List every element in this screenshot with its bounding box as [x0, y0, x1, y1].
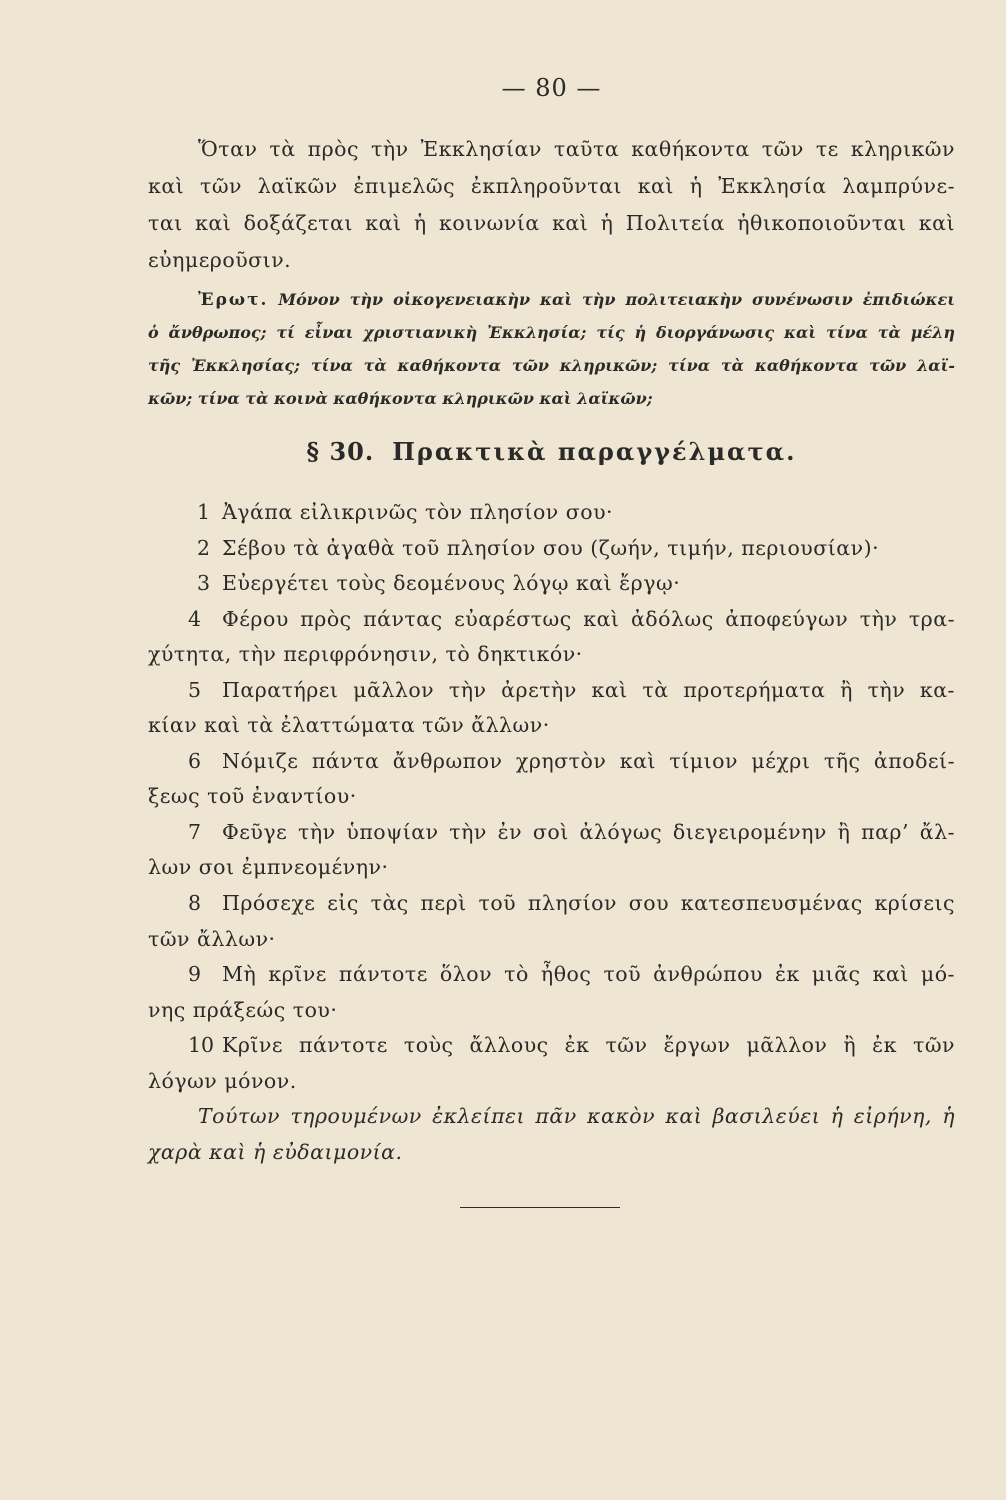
precept-number: 3 [196, 571, 210, 596]
intro-line: εὐημεροῦσιν. [148, 248, 292, 272]
precept-text: Μὴ κρῖνε πάντοτε ὅλον τὸ ἦθος τοῦ ἀνθρώπου ἐκ μιᾶς καὶ μό- [222, 962, 955, 987]
precept-number: 8 [188, 891, 202, 916]
precept-text: Κρῖνε πάντοτε τοὺς ἄλλους ἐκ τῶν ἔργων μᾶλλον ἢ ἐκ τῶν [222, 1033, 955, 1058]
precept-continuation: ξεως τοῦ ἐναντίου· [148, 784, 357, 809]
precept-continuation: νης πράξεώς του· [148, 997, 338, 1022]
precept-item [148, 886, 955, 957]
questions-line: τῆς Ἐκκλησίας; τίνα τὰ καθήκοντα τῶν κληρικῶν; τίνα τὰ καθήκοντα τῶν λαϊ- [148, 356, 955, 375]
questions-line [148, 283, 955, 316]
intro-paragraph [148, 131, 955, 279]
precept-line [148, 495, 955, 531]
closing-line: Τούτων τηρουμένων ἐκλείπει πᾶν κακὸν καὶ βασιλεύει ἡ εἰρήνη, ἡ [198, 1104, 955, 1129]
precept-item [148, 566, 955, 602]
precept-item [148, 815, 955, 886]
precept-line [148, 957, 955, 993]
precept-line [148, 566, 955, 602]
precept-number: 7 [188, 819, 202, 844]
review-questions [148, 283, 955, 415]
precept-number: 9 [188, 962, 202, 987]
precept-item [148, 1028, 955, 1099]
precept-number: 4 [188, 606, 202, 631]
precept-line [148, 531, 955, 567]
section-number: § 30. [306, 437, 375, 466]
precept-number: 1 [196, 500, 210, 524]
precept-line [148, 886, 955, 922]
questions-text: Μόνον τὴν οἰκογενειακὴν καὶ τὴν πολιτειακὴν συνένωσιν ἐπιδιώκει [278, 290, 955, 309]
precept-text: Παρατήρει μᾶλλον τὴν ἀρετὴν καὶ τὰ προτερήματα ἢ τὴν κα- [222, 677, 955, 702]
questions-label: Ἐρωτ. [198, 290, 269, 310]
precept-item [148, 957, 955, 1028]
precept-text: Ἀγάπα εἰλικρινῶς τὸν πλησίον σου· [222, 500, 614, 524]
precept-continuation: τῶν ἄλλων· [148, 926, 276, 951]
precept-continuation: κίαν καὶ τὰ ἐλαττώματα τῶν ἄλλων· [148, 713, 550, 738]
section-title: Πρακτικὰ παραγγέλματα. [392, 437, 797, 466]
precept-continuation: λόγων μόνον. [148, 1068, 297, 1093]
intro-line: Ὅταν τὰ πρὸς τὴν Ἐκκλησίαν ταῦτα καθήκοντα τῶν τε κληρικῶν [198, 137, 955, 161]
precept-item [148, 531, 955, 567]
precept-text: Πρόσεχε εἰς τὰς περὶ τοῦ πλησίον σου κατεσπευσμένας κρίσεις [222, 891, 955, 916]
page-number: — 80 — [501, 74, 602, 102]
precept-item [148, 495, 955, 531]
precept-continuation: χύτητα, τὴν περιφρόνησιν, τὸ δηκτικόν· [148, 642, 583, 667]
closing-paragraph [148, 1099, 955, 1170]
precept-line [148, 815, 955, 851]
closing-line: χαρὰ καὶ ἡ εὐδαιμονία. [148, 1139, 403, 1164]
section-heading [148, 432, 955, 472]
precept-number: 2 [196, 535, 210, 560]
precept-text: Εὐεργέτει τοὺς δεομένους λόγῳ καὶ ἔργῳ· [222, 571, 681, 596]
questions-line: κῶν; τίνα τὰ κοινὰ καθήκοντα κληρικῶν καὶ λαϊκῶν; [148, 389, 653, 408]
precept-text: Σέβου τὰ ἀγαθὰ τοῦ πλησίον σου (ζωήν, τιμήν, περιουσίαν)· [222, 535, 880, 560]
intro-line: καὶ τῶν λαϊκῶν ἐπιμελῶς ἐκπληροῦνται καὶ ἡ Ἐκκλησία λαμπρύνε- [148, 174, 955, 198]
precept-text: Νόμιζε πάντα ἄνθρωπον χρηστὸν καὶ τίμιον μέχρι τῆς ἀποδεί- [222, 748, 955, 773]
precept-number: 10 [188, 1033, 215, 1058]
precept-text: Φέρου πρὸς πάντας εὐαρέστως καὶ ἀδόλως ἀποφεύγων τὴν τρα- [222, 606, 955, 631]
precept-line [148, 744, 955, 780]
precept-number: 6 [188, 748, 202, 773]
precept-item [148, 744, 955, 815]
precept-line [148, 673, 955, 709]
questions-line: ὁ ἄνθρωπος; τί εἶναι χριστιανικὴ Ἐκκλησία; τίς ἡ διοργάνωσις καὶ τίνα τὰ μέλη [148, 323, 955, 342]
precept-line [148, 1028, 955, 1064]
precept-continuation: λων σοι ἐμπνεομένην· [148, 855, 389, 880]
end-rule [460, 1207, 620, 1208]
precept-item [148, 602, 955, 673]
precepts-list [148, 495, 955, 1170]
intro-line: ται καὶ δοξάζεται καὶ ἡ κοινωνία καὶ ἡ Πολιτεία ἠθικοποιοῦνται καὶ [148, 211, 955, 235]
precept-line [148, 602, 955, 638]
precept-number: 5 [188, 677, 202, 702]
precept-text: Φεῦγε τὴν ὑποψίαν τὴν ἐν σοὶ ἀλόγως διεγειρομένην ἢ παρ’ ἄλ- [222, 819, 955, 844]
precept-item [148, 673, 955, 744]
